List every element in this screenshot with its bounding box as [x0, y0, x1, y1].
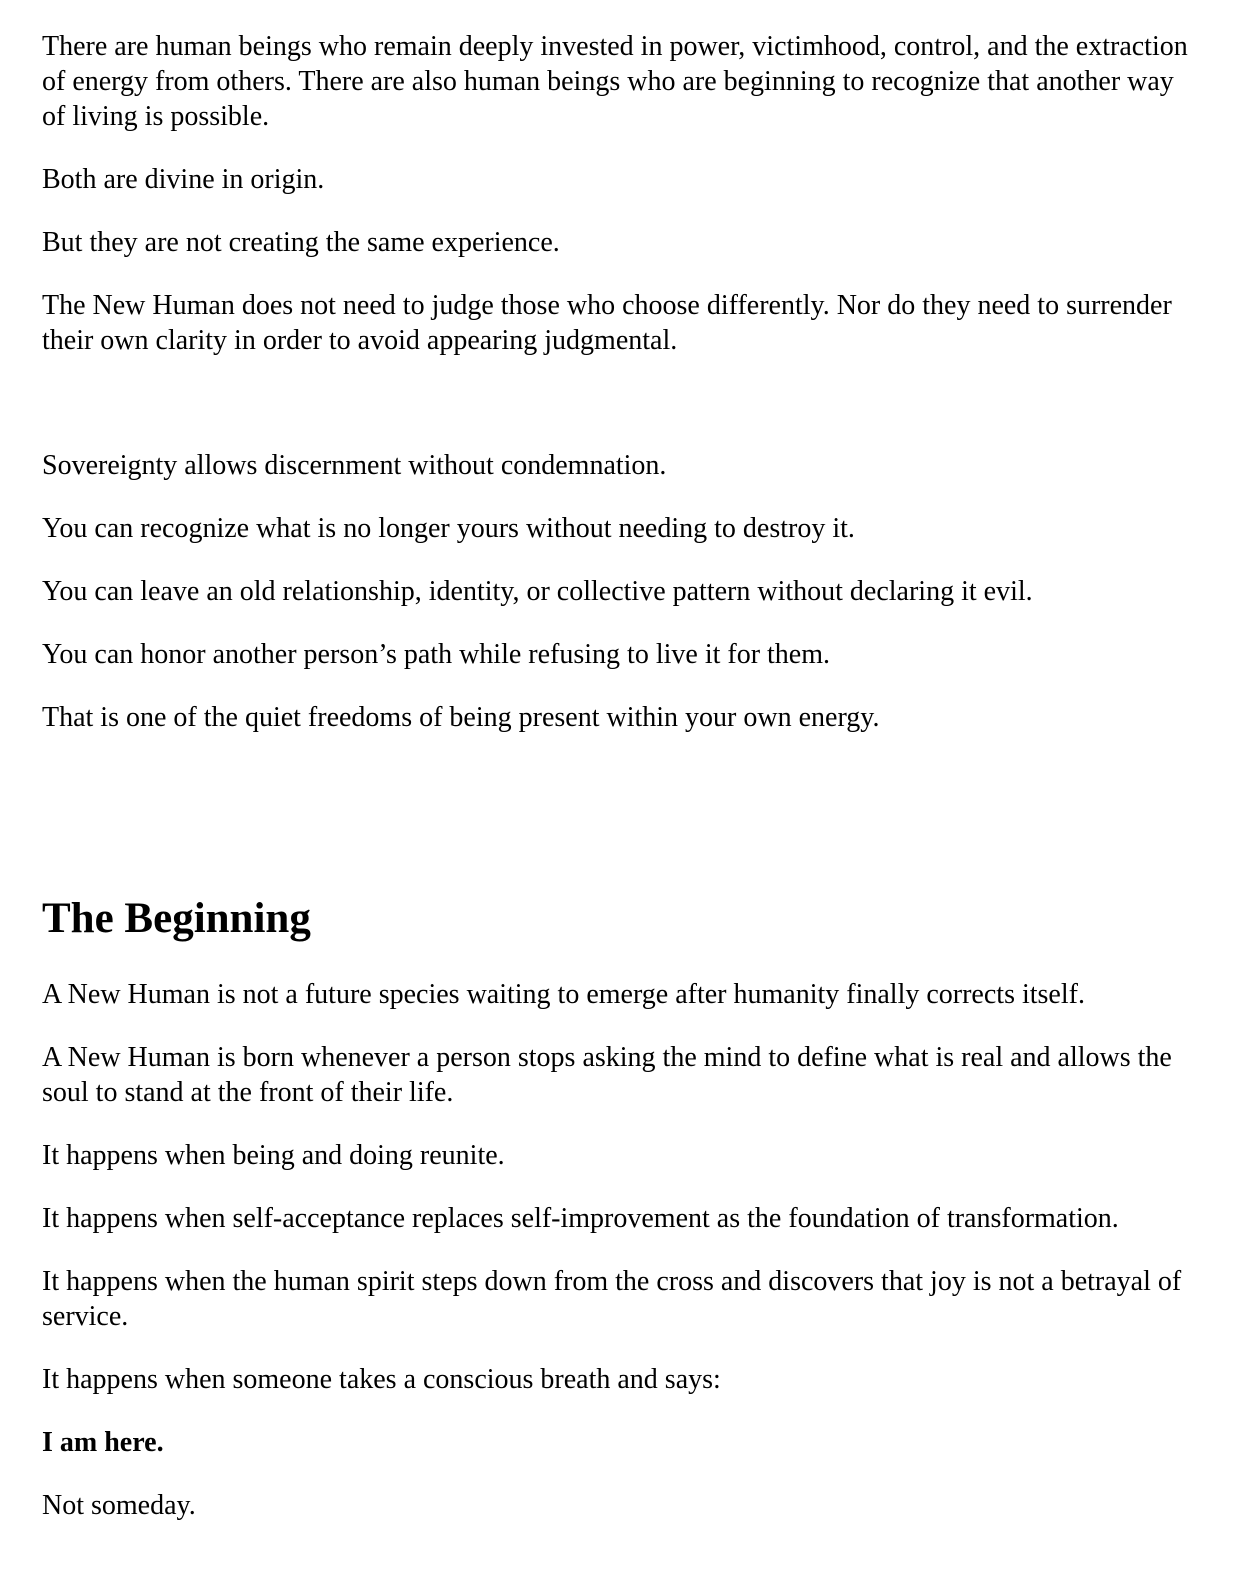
spacer — [42, 763, 1195, 891]
spacer — [42, 386, 1195, 448]
paragraph: You can leave an old relationship, identity, or collective pattern without declaring it evil. — [42, 576, 1033, 607]
paragraph: The New Human does not need to judge those who choose differently. Nor do they need to surrender their own clarity in order to avoid appearing judgmental. — [42, 290, 1172, 356]
paragraph: You can recognize what is no longer yours without needing to destroy it. — [42, 513, 855, 544]
section-discernment-intro — [42, 29, 1195, 358]
closing-paragraph: Not someday. — [42, 1490, 196, 1521]
emphasis-text: I am here. — [42, 1427, 164, 1458]
section-heading: The Beginning — [42, 895, 311, 942]
paragraph: Both are divine in origin. — [42, 164, 325, 195]
section-sovereignty — [42, 448, 1195, 735]
paragraph: But they are not creating the same experience. — [42, 227, 560, 258]
paragraph: A New Human is born whenever a person stops asking the mind to define what is real and allows the soul to stand at the front of their life. — [42, 1042, 1172, 1108]
paragraph: It happens when someone takes a conscious breath and says: — [42, 1364, 721, 1395]
paragraph: There are human beings who remain deeply invested in power, victimhood, control, and the extraction of energy from others. There are also human beings who are beginning to recognize that another way of living is possible. — [42, 31, 1188, 132]
paragraph: That is one of the quiet freedoms of being present within your own energy. — [42, 702, 880, 733]
section-the-beginning — [42, 891, 1195, 1523]
paragraph: You can honor another person’s path while refusing to live it for them. — [42, 639, 831, 670]
paragraph: Sovereignty allows discernment without condemnation. — [42, 450, 667, 481]
paragraph: It happens when being and doing reunite. — [42, 1140, 505, 1171]
paragraph: It happens when self-acceptance replaces self-improvement as the foundation of transformation. — [42, 1203, 1119, 1234]
paragraph: It happens when the human spirit steps down from the cross and discovers that joy is not a betrayal of service. — [42, 1266, 1182, 1332]
paragraph: A New Human is not a future species waiting to emerge after humanity finally corrects itself. — [42, 979, 1085, 1010]
emphasis-paragraph — [42, 1425, 1195, 1460]
